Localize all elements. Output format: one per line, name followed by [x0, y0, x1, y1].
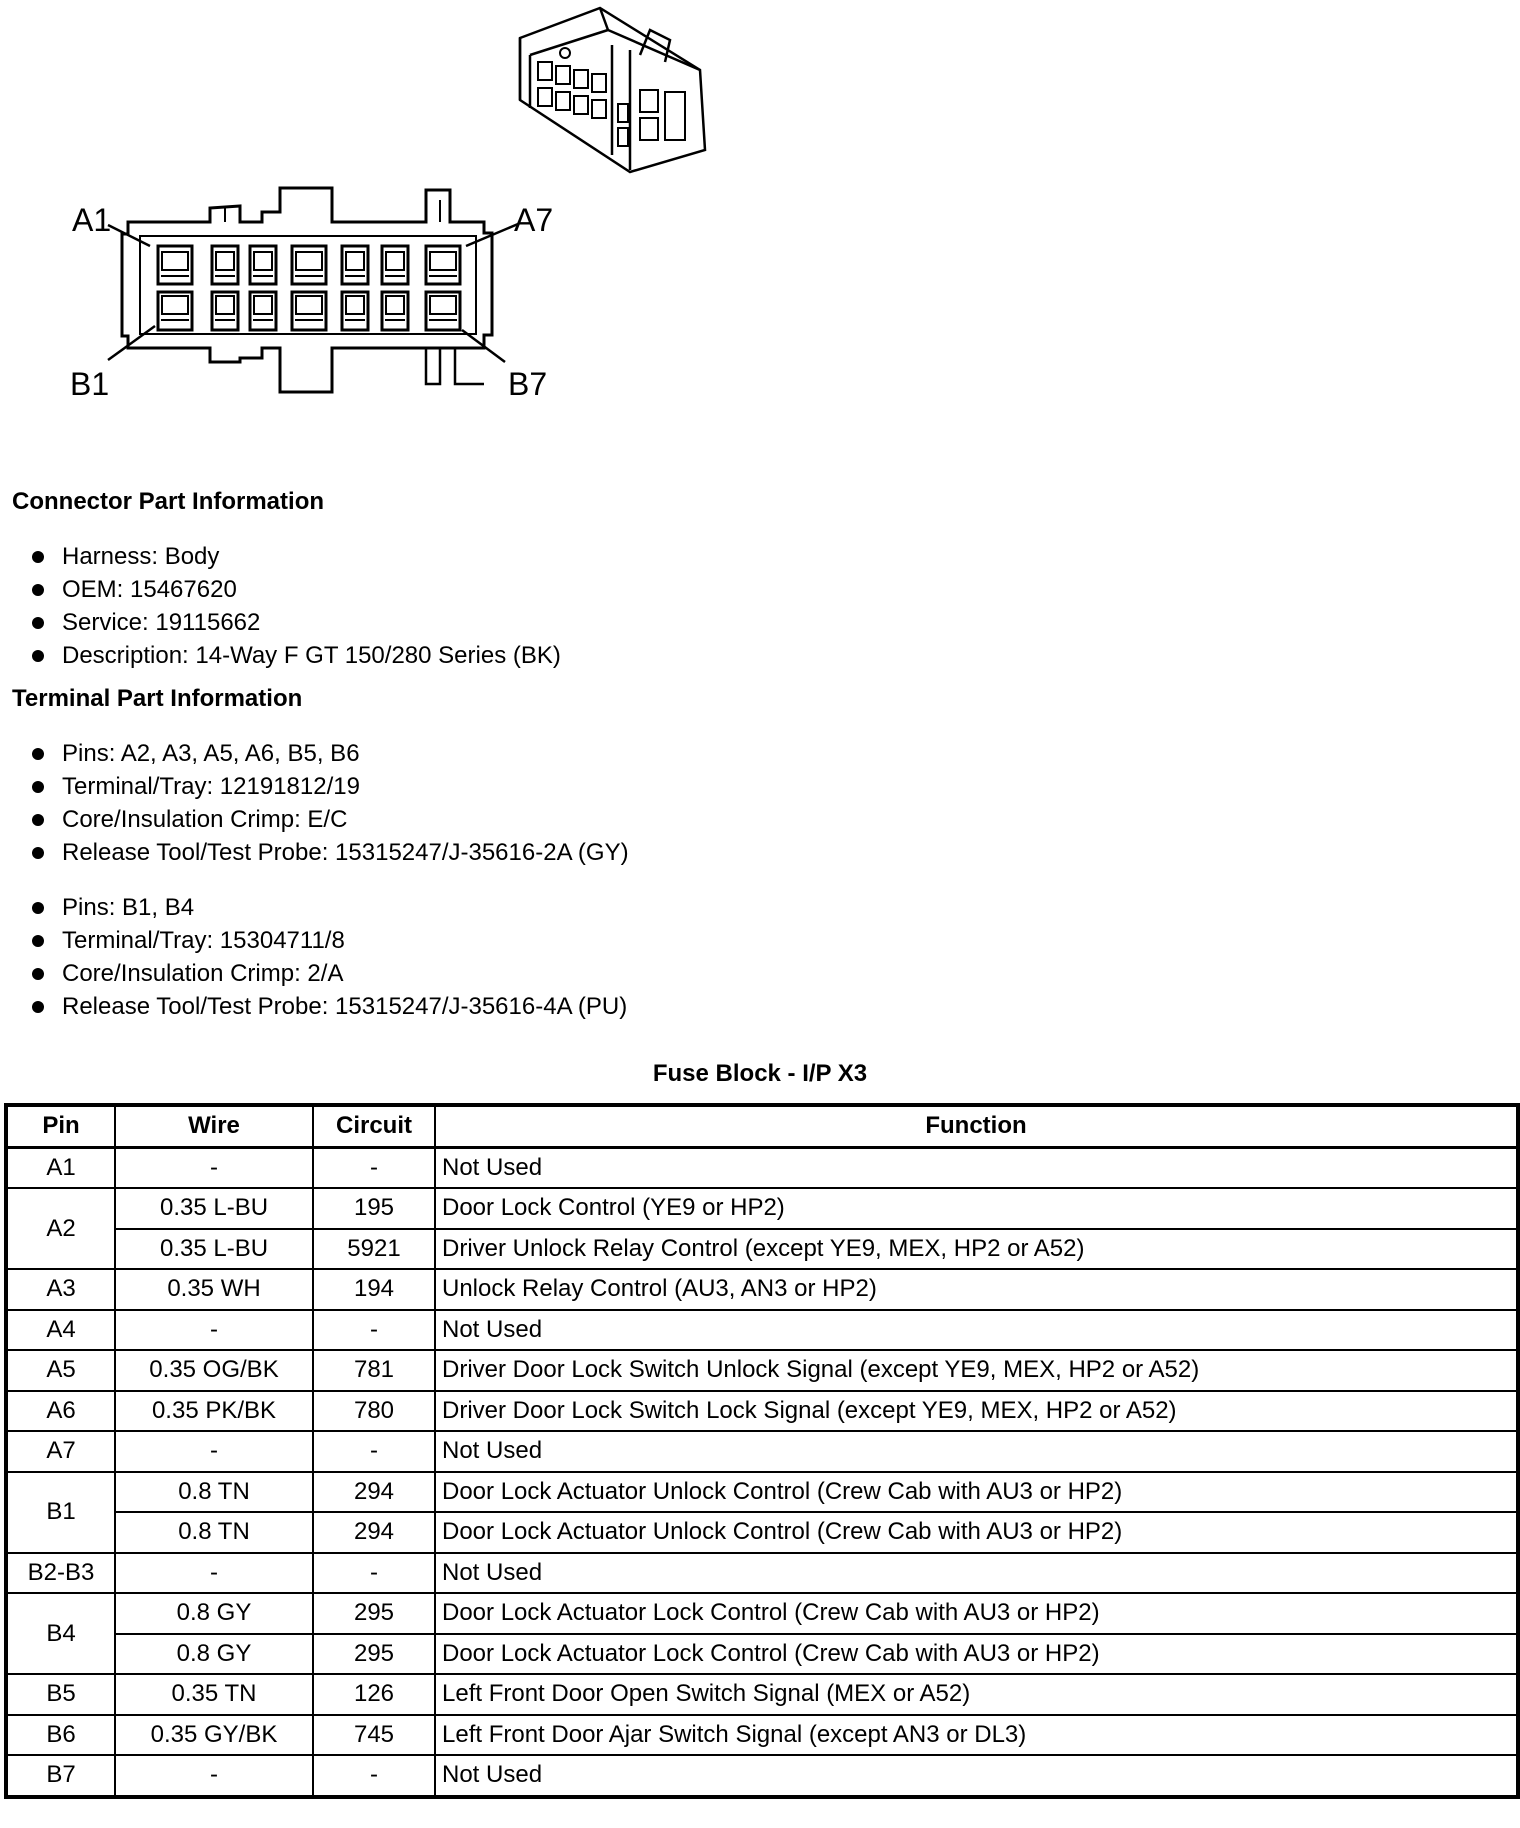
table-row — [7, 1715, 1517, 1756]
table-row — [7, 1188, 1517, 1229]
cell-function: Door Lock Actuator Unlock Control (Crew Cab with AU3 or HP2) — [435, 1472, 1517, 1513]
cell-wire: - — [115, 1147, 313, 1188]
cell-function: Left Front Door Open Switch Signal (MEX or A52) — [435, 1674, 1517, 1715]
pin-label-a1: A1 — [72, 202, 112, 238]
cell-function: Not Used — [435, 1147, 1517, 1188]
cell-wire: 0.35 GY/BK — [115, 1715, 313, 1756]
cell-circuit: - — [313, 1431, 435, 1472]
cell-function: Not Used — [435, 1310, 1517, 1351]
pin-label-b7: B7 — [508, 366, 548, 402]
header-pin: Pin — [7, 1106, 115, 1147]
cell-pin: A7 — [7, 1431, 115, 1472]
cell-pin: B1 — [7, 1472, 115, 1553]
cell-function: Driver Door Lock Switch Lock Signal (except YE9, MEX, HP2 or A52) — [435, 1391, 1517, 1432]
cell-circuit: 295 — [313, 1593, 435, 1634]
cell-circuit: 126 — [313, 1674, 435, 1715]
cell-circuit: - — [313, 1755, 435, 1796]
header-wire: Wire — [115, 1106, 313, 1147]
cell-function: Door Lock Actuator Lock Control (Crew Cab with AU3 or HP2) — [435, 1634, 1517, 1675]
pin-cavity — [426, 292, 460, 330]
cell-circuit: 745 — [313, 1715, 435, 1756]
connector-info-item: OEM: 15467620 — [30, 573, 561, 606]
cell-pin: A4 — [7, 1310, 115, 1351]
cell-wire: 0.35 TN — [115, 1674, 313, 1715]
terminal-info-title: Terminal Part Information — [12, 685, 303, 712]
cell-circuit: 195 — [313, 1188, 435, 1229]
pin-table — [6, 1105, 1518, 1797]
table-row — [7, 1593, 1517, 1634]
cell-pin: B5 — [7, 1674, 115, 1715]
cell-wire: 0.8 TN — [115, 1472, 313, 1513]
table-row — [7, 1431, 1517, 1472]
terminal-info-item: Pins: B1, B4 — [30, 891, 627, 924]
cell-circuit: - — [313, 1553, 435, 1594]
connector-info-item: Service: 19115662 — [30, 606, 561, 639]
table-row — [7, 1512, 1517, 1553]
table-row — [7, 1391, 1517, 1432]
connector-info-item: Harness: Body — [30, 540, 561, 573]
connector-info-item: Description: 14-Way F GT 150/280 Series (BK) — [30, 639, 561, 672]
cell-circuit: 295 — [313, 1634, 435, 1675]
cell-pin: B2-B3 — [7, 1553, 115, 1594]
cell-pin: B7 — [7, 1755, 115, 1796]
cell-wire: 0.8 GY — [115, 1634, 313, 1675]
cell-wire: 0.35 PK/BK — [115, 1391, 313, 1432]
cell-circuit: 780 — [313, 1391, 435, 1432]
terminal-info-item: Terminal/Tray: 15304711/8 — [30, 924, 627, 957]
table-row — [7, 1553, 1517, 1594]
cell-wire: - — [115, 1755, 313, 1796]
cell-pin: A6 — [7, 1391, 115, 1432]
terminal-info-list-1 — [30, 737, 629, 869]
connector-face-view — [122, 188, 492, 392]
table-row — [7, 1310, 1517, 1351]
cell-pin: A3 — [7, 1269, 115, 1310]
table-row — [7, 1229, 1517, 1270]
pin-label-b1: B1 — [70, 366, 110, 402]
cell-function: Driver Door Lock Switch Unlock Signal (except YE9, MEX, HP2 or A52) — [435, 1350, 1517, 1391]
cell-circuit: 781 — [313, 1350, 435, 1391]
table-row — [7, 1269, 1517, 1310]
cell-function: Door Lock Control (YE9 or HP2) — [435, 1188, 1517, 1229]
terminal-info-item: Release Tool/Test Probe: 15315247/J-35616-4A (PU) — [30, 990, 627, 1023]
cell-circuit: - — [313, 1310, 435, 1351]
cell-pin: A2 — [7, 1188, 115, 1269]
pin-cavity — [158, 292, 192, 330]
table-row — [7, 1634, 1517, 1675]
table-header-row — [7, 1106, 1517, 1147]
cell-pin: A5 — [7, 1350, 115, 1391]
cell-wire: 0.35 L-BU — [115, 1188, 313, 1229]
terminal-info-item: Release Tool/Test Probe: 15315247/J-35616-2A (GY) — [30, 836, 629, 869]
table-row — [7, 1147, 1517, 1188]
terminal-info-list-2 — [30, 891, 627, 1023]
table-row — [7, 1350, 1517, 1391]
cell-pin: B4 — [7, 1593, 115, 1674]
cell-function: Not Used — [435, 1553, 1517, 1594]
cell-circuit: 5921 — [313, 1229, 435, 1270]
cell-wire: 0.35 OG/BK — [115, 1350, 313, 1391]
connector-info-list — [30, 540, 561, 672]
cell-wire: 0.35 WH — [115, 1269, 313, 1310]
cell-function: Left Front Door Ajar Switch Signal (except AN3 or DL3) — [435, 1715, 1517, 1756]
cell-function: Door Lock Actuator Unlock Control (Crew Cab with AU3 or HP2) — [435, 1512, 1517, 1553]
cell-pin: A1 — [7, 1147, 115, 1188]
table-row — [7, 1674, 1517, 1715]
cell-function: Door Lock Actuator Lock Control (Crew Cab with AU3 or HP2) — [435, 1593, 1517, 1634]
cell-function: Unlock Relay Control (AU3, AN3 or HP2) — [435, 1269, 1517, 1310]
cell-circuit: 194 — [313, 1269, 435, 1310]
terminal-info-item: Core/Insulation Crimp: E/C — [30, 803, 629, 836]
terminal-info-item: Terminal/Tray: 12191812/19 — [30, 770, 629, 803]
cell-function: Not Used — [435, 1431, 1517, 1472]
cell-wire: 0.35 L-BU — [115, 1229, 313, 1270]
cell-wire: 0.8 TN — [115, 1512, 313, 1553]
terminal-info-item: Pins: A2, A3, A5, A6, B5, B6 — [30, 737, 629, 770]
cell-pin: B6 — [7, 1715, 115, 1756]
cell-function: Not Used — [435, 1755, 1517, 1796]
header-circuit: Circuit — [313, 1106, 435, 1147]
pin-label-a7: A7 — [514, 202, 554, 238]
cell-wire: 0.8 GY — [115, 1593, 313, 1634]
cell-wire: - — [115, 1553, 313, 1594]
connector-diagram — [0, 0, 1520, 420]
cell-circuit: 294 — [313, 1512, 435, 1553]
connector-info-title: Connector Part Information — [12, 488, 325, 515]
connector-3d-view — [520, 8, 705, 172]
cell-wire: - — [115, 1431, 313, 1472]
cell-circuit: - — [313, 1147, 435, 1188]
table-body — [7, 1147, 1517, 1796]
cell-circuit: 294 — [313, 1472, 435, 1513]
table-title: Fuse Block - I/P X3 — [652, 1060, 868, 1087]
cell-function: Driver Unlock Relay Control (except YE9, MEX, HP2 or A52) — [435, 1229, 1517, 1270]
table-row — [7, 1472, 1517, 1513]
cell-wire: - — [115, 1310, 313, 1351]
terminal-info-item: Core/Insulation Crimp: 2/A — [30, 957, 627, 990]
pin-cavity — [292, 292, 326, 330]
table-row — [7, 1755, 1517, 1796]
header-function: Function — [435, 1106, 1517, 1147]
